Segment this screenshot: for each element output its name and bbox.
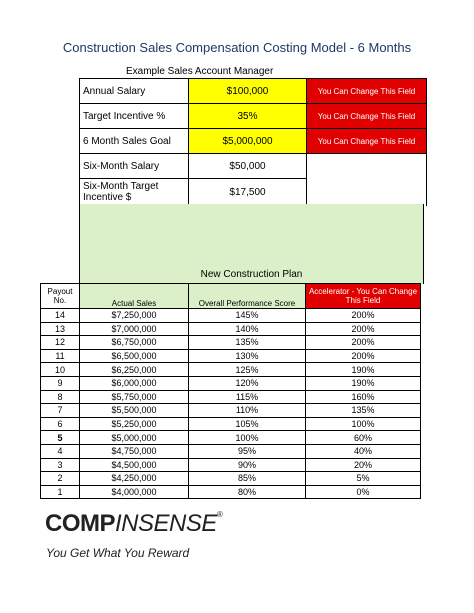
performance-score-cell: 145% [189,309,306,323]
table-row [41,376,421,390]
accelerator-cell[interactable]: 200% [306,336,421,350]
payout-no-cell: 8 [41,390,80,404]
actual-sales-cell: $5,500,000 [80,404,189,418]
performance-score-cell: 120% [189,376,306,390]
actual-sales-cell: $4,500,000 [80,458,189,472]
payout-no-cell: 14 [41,309,80,323]
performance-score-cell: 85% [189,472,306,486]
performance-score-cell: 80% [189,485,306,499]
six-month-target-incentive-value: $17,500 [189,179,307,206]
sales-goal-field[interactable]: $5,000,000 [189,129,307,154]
payout-no-cell: 1 [41,485,80,499]
header-performance-score: Overall Performance Score [189,284,306,309]
table-row [41,444,421,458]
accelerator-cell[interactable]: 0% [306,485,421,499]
payout-no-cell: 7 [41,404,80,418]
accelerator-cell[interactable]: 5% [306,472,421,486]
plan-title: New Construction Plan [200,269,303,280]
accelerator-cell[interactable]: 60% [306,431,421,445]
annual-salary-field[interactable]: $100,000 [189,79,307,104]
payout-table [40,283,421,499]
accelerator-cell[interactable]: 190% [306,376,421,390]
actual-sales-cell: $6,250,000 [80,363,189,377]
compinsense-logo: COMPINSENSE® [45,510,223,537]
payout-rows [41,309,421,499]
table-row [41,431,421,445]
accelerator-cell[interactable]: 135% [306,404,421,418]
table-row [41,472,421,486]
accelerator-cell[interactable]: 190% [306,363,421,377]
actual-sales-cell: $6,000,000 [80,376,189,390]
header-accelerator: Accelerator - You Can Change This Field [306,284,421,309]
payout-no-cell: 9 [41,376,80,390]
actual-sales-cell: $7,250,000 [80,309,189,323]
table-row [41,336,421,350]
performance-score-cell: 95% [189,444,306,458]
target-incentive-label: Target Incentive % [80,104,189,129]
performance-score-cell: 125% [189,363,306,377]
performance-score-cell: 130% [189,349,306,363]
accelerator-cell[interactable]: 160% [306,390,421,404]
table-row [41,404,421,418]
accelerator-cell[interactable]: 200% [306,309,421,323]
six-month-salary-label: Six-Month Salary [80,154,189,179]
payout-no-cell: 10 [41,363,80,377]
table-row [41,363,421,377]
actual-sales-cell: $6,750,000 [80,336,189,350]
actual-sales-cell: $4,250,000 [80,472,189,486]
performance-score-cell: 135% [189,336,306,350]
tagline: You Get What You Reward [46,546,190,560]
actual-sales-cell: $7,000,000 [80,322,189,336]
payout-no-cell: 11 [41,349,80,363]
payout-no-cell: 6 [41,417,80,431]
actual-sales-cell: $4,750,000 [80,444,189,458]
table-row [41,417,421,431]
table-row [41,485,421,499]
payout-no-cell: 12 [41,336,80,350]
sales-goal-label: 6 Month Sales Goal [80,129,189,154]
six-month-salary-value: $50,000 [189,154,307,179]
performance-score-cell: 105% [189,417,306,431]
payout-no-cell: 3 [41,458,80,472]
change-field-note: You Can Change This Field [307,104,427,129]
change-field-note: You Can Change This Field [307,79,427,104]
payout-no-cell: 5 [41,431,80,445]
input-table [79,78,427,206]
accelerator-cell[interactable]: 100% [306,417,421,431]
page-title: Construction Sales Compensation Costing Model - 6 Months [62,40,412,55]
table-row [41,390,421,404]
payout-no-cell: 2 [41,472,80,486]
performance-score-cell: 140% [189,322,306,336]
payout-no-cell: 4 [41,444,80,458]
six-month-target-incentive-label: Six-Month Target Incentive $ [80,179,189,206]
accelerator-cell[interactable]: 200% [306,349,421,363]
change-field-note: You Can Change This Field [307,129,427,154]
performance-score-cell: 115% [189,390,306,404]
actual-sales-cell: $5,250,000 [80,417,189,431]
accelerator-cell[interactable]: 20% [306,458,421,472]
table-row [41,349,421,363]
table-row [41,458,421,472]
accelerator-cell[interactable]: 40% [306,444,421,458]
actual-sales-cell: $5,000,000 [80,431,189,445]
actual-sales-cell: $5,750,000 [80,390,189,404]
accelerator-cell[interactable]: 200% [306,322,421,336]
header-actual-sales: Actual Sales [80,284,189,309]
plan-band [79,204,424,284]
annual-salary-label: Annual Salary [80,79,189,104]
performance-score-cell: 90% [189,458,306,472]
table-row [41,309,421,323]
table-row [41,322,421,336]
actual-sales-cell: $6,500,000 [80,349,189,363]
performance-score-cell: 100% [189,431,306,445]
target-incentive-field[interactable]: 35% [189,104,307,129]
header-payout-no: Payout No. [41,284,80,309]
performance-score-cell: 110% [189,404,306,418]
page-subtitle: Example Sales Account Manager [126,66,274,77]
payout-no-cell: 13 [41,322,80,336]
actual-sales-cell: $4,000,000 [80,485,189,499]
